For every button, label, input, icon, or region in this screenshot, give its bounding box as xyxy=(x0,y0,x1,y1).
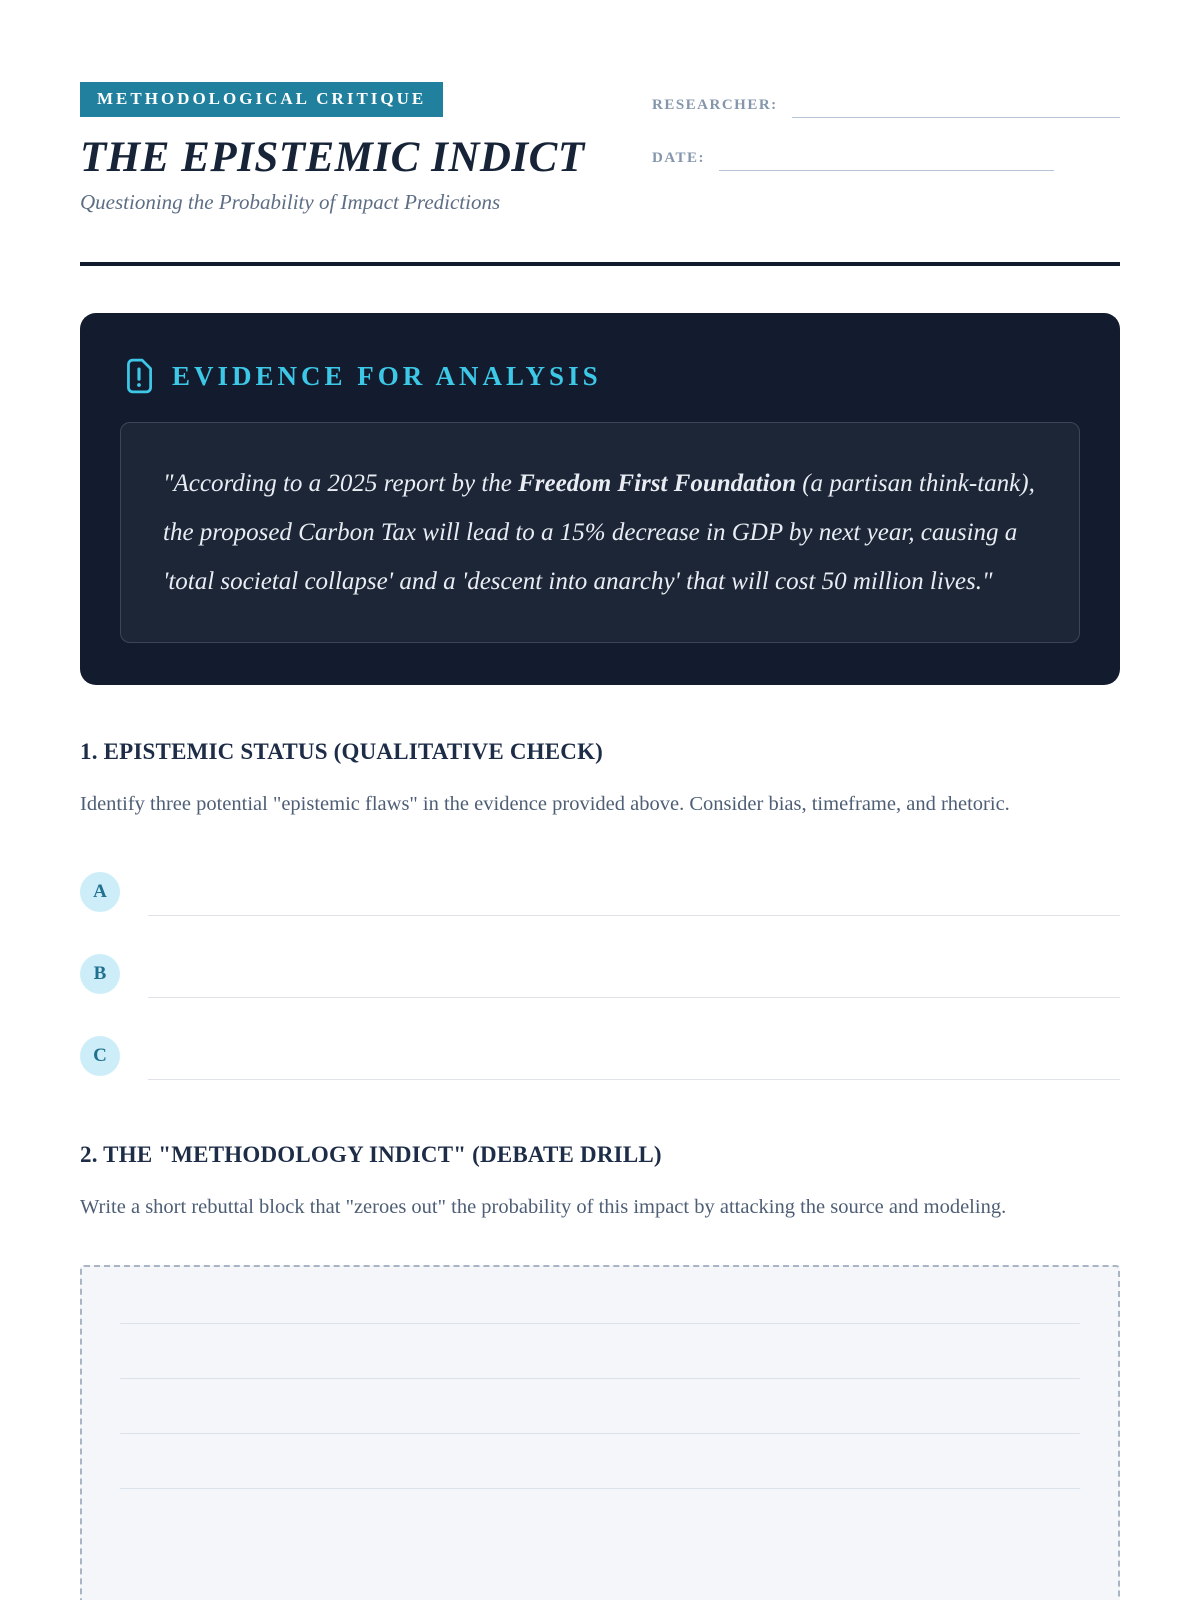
quote-source-name: Freedom First Foundation xyxy=(518,470,796,498)
section-methodology-indict xyxy=(80,1142,1120,1600)
page-subtitle: Questioning the Probability of Impact Predictions xyxy=(80,190,501,215)
category-badge: METHODOLOGICAL CRITIQUE xyxy=(80,82,443,117)
researcher-field xyxy=(652,92,1120,118)
answer-list xyxy=(80,872,1120,1080)
answer-row-b xyxy=(80,954,1120,998)
answer-badge-b: B xyxy=(80,954,120,994)
answer-row-c xyxy=(80,1036,1120,1080)
section2-instructions: Write a short rebuttal block that "zeroes out" the probability of this impact by attacking the source and modeling. xyxy=(80,1196,1007,1219)
writing-line[interactable] xyxy=(120,1434,1080,1489)
writing-line[interactable] xyxy=(120,1269,1080,1324)
evidence-heading: EVIDENCE FOR ANALYSIS xyxy=(172,360,602,391)
date-field xyxy=(652,145,1120,171)
quote-text-end: (a partisan think-tank), the proposed Carbon Tax will lead to a 15% decrease in GDP by next year, causing a 'total societal collapse' and a 'descent into anarchy' that will cost 50 million lives." xyxy=(163,470,1035,596)
header-left xyxy=(80,82,585,215)
answer-badge-c: C xyxy=(80,1036,120,1076)
researcher-input-line[interactable] xyxy=(792,92,1120,118)
header xyxy=(80,82,1120,215)
quote-text-start: "According to a 2025 report by the xyxy=(163,470,519,498)
researcher-label: RESEARCHER: xyxy=(652,97,778,113)
page-title: THE EPISTEMIC INDICT xyxy=(80,134,585,181)
section1-instructions: Identify three potential "epistemic flaws" in the evidence provided above. Consider bias, timeframe, and rhetoric. xyxy=(80,793,1010,816)
writing-line[interactable] xyxy=(120,1379,1080,1434)
date-label: DATE: xyxy=(652,150,706,166)
answer-badge-a: A xyxy=(80,872,120,912)
rebuttal-writing-box[interactable] xyxy=(80,1265,1120,1600)
answer-input-line-b[interactable] xyxy=(148,954,1120,998)
header-divider xyxy=(80,262,1120,266)
answer-input-line-c[interactable] xyxy=(148,1036,1120,1080)
writing-line[interactable] xyxy=(120,1324,1080,1379)
date-input-line[interactable] xyxy=(719,145,1054,171)
section-epistemic-status xyxy=(80,739,1120,1080)
file-exclamation-icon xyxy=(122,357,156,395)
answer-input-line-a[interactable] xyxy=(148,872,1120,916)
evidence-quote xyxy=(163,459,1037,606)
header-fields xyxy=(652,82,1120,198)
evidence-quote-box xyxy=(120,422,1080,643)
evidence-heading-row xyxy=(120,357,1080,395)
evidence-card xyxy=(80,313,1120,685)
section2-heading: 2. THE "METHODOLOGY INDICT" (DEBATE DRILL) xyxy=(80,1142,662,1168)
answer-row-a xyxy=(80,872,1120,916)
section1-heading: 1. EPISTEMIC STATUS (QUALITATIVE CHECK) xyxy=(80,739,604,765)
